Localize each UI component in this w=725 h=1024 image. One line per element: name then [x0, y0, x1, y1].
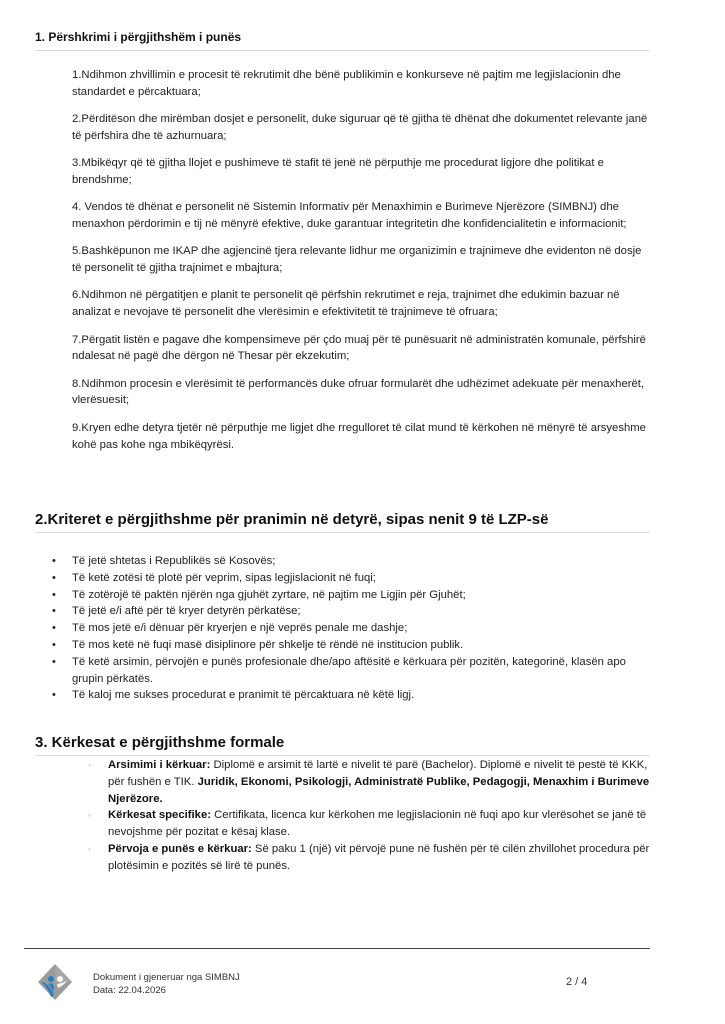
footer-divider: [24, 948, 650, 949]
duty-item: 1.Ndihmon zhvillimin e procesit të rekrutimit dhe bënë publikimin e konkurseve në pajtim me legjislacionin dhe standardet e përcaktuara;: [72, 69, 621, 98]
criteria-item: [52, 553, 652, 570]
requirement-label: Arsimimi i kërkuar:: [108, 759, 211, 771]
criteria-item: [52, 620, 652, 637]
hollow-bullet-icon: ◦: [88, 843, 92, 854]
criteria-item: [52, 603, 652, 620]
duty-item: 5.Bashkëpunon me IKAP dhe agjencinë tjera relevante lidhur me organizimin e trajnimeve dhe evidenton në dosje të personelit të gjitha trajnimet e mbajtura;: [72, 245, 642, 275]
criteria-text: Të mos jetë e/i dënuar për kryerjen e një veprës penale me dashje;: [72, 622, 408, 635]
duty-item: 7.Përgatit listën e pagave dhe kompensimeve për çdo muaj për të punësuarit në administratën komunale, përfshirë ndalesat në pagë dhe dërgon në Thesar për ekzekutim;: [72, 333, 646, 363]
bullet-icon: •: [52, 622, 56, 635]
duty-item: 4. Vendos të dhënat e personelit në Sistemin Informativ për Menaxhimin e Burimeve Njerëzore (SIMBNJ) dhe menaxhon përdorimin e tij në mënyrë efektive, duke garantuar integritetin dhe konfidencialitetin e informacionit;: [72, 201, 627, 231]
duty-item: 3.Mbikëqyr që të gjitha llojet e pushimeve të stafit të jenë në përputhje me procedurat ligjore dhe politikat e brendshme;: [72, 157, 604, 186]
requirement-item: [88, 807, 650, 841]
requirement-text: Së paku 1 (një) vit përvojë pune në fushën për të cilën zhvillohet procedura për plotësimin e pozitës së lirë të punës.: [108, 842, 650, 872]
section-3-heading: 3. Kërkesat e përgjithshme formale: [35, 734, 650, 756]
criteria-text: Të jetë e/i aftë për të kryer detyrën përkatëse;: [72, 605, 301, 618]
duty-item: 8.Ndihmon procesin e vlerësimit të performancës duke ofruar formularët dhe udhëzimet adekuate për menaxherët, vlerësuesit;: [72, 377, 645, 407]
requirement-label: Përvoja e punës e kërkuar:: [108, 842, 252, 855]
bullet-icon: •: [52, 571, 56, 584]
criteria-item: [52, 687, 652, 704]
simbnj-logo-icon: [36, 962, 74, 1002]
criteria-item: [52, 654, 652, 688]
requirement-item: [88, 757, 650, 807]
generated-by-text: Dokument i gjeneruar nga SIMBNJ: [93, 972, 240, 983]
bullet-icon: •: [52, 638, 56, 651]
criteria-text: Të kaloj me sukses procedurat e pranimit të përcaktuara në këtë ligj.: [72, 689, 415, 702]
criteria-item: [52, 587, 652, 604]
footer-info: [93, 971, 240, 997]
requirement-label: Kërkesat specifike:: [108, 809, 211, 822]
formal-requirements-list: [88, 757, 650, 875]
bullet-icon: •: [52, 605, 56, 618]
section-2-heading: 2.Kriteret e përgjithshme për pranimin në detyrë, sipas nenit 9 të LZP-së: [35, 511, 650, 533]
section-1-heading: 1. Përshkrimi i përgjithshëm i punës: [35, 30, 650, 51]
criteria-text: Të jetë shtetas i Republikës së Kosovës;: [72, 555, 276, 567]
criteria-text: Të ketë arsimin, përvojën e punës profesionale dhe/apo aftësitë e kërkuara për pozitën, kategorinë, klasën apo grupin përkatës.: [72, 655, 626, 685]
criteria-item: [52, 637, 652, 654]
requirement-text: Diplomë e arsimit të lartë e nivelit të parë (Bachelor). Diplomë e nivelit të pestë të KKK, për fushën e TIK.: [108, 759, 648, 788]
criteria-item: [52, 570, 652, 587]
requirement-text: Certifikata, licenca kur kërkohen me legjislacionin në fuqi apo kur vlerësohet se janë të nevojshme për pozitat e kësaj klase.: [108, 809, 647, 839]
hollow-bullet-icon: ◦: [88, 760, 92, 770]
criteria-text: Të ketë zotësi të plotë për veprim, sipas legjislacionit në fuqi;: [72, 571, 376, 584]
duty-item: 6.Ndihmon në përgatitjen e planit te personelit që përfshin rekrutimet e reja, trajnimet dhe edukimin bazuar në analizat e nevojave të personelit dhe vlerësimin e efektivitetit të trajnimeve të ofruara;: [72, 289, 620, 319]
bullet-icon: •: [52, 588, 56, 601]
duty-item: 2.Përditëson dhe mirëmban dosjet e personelit, duke siguruar që të gjitha të dhënat dhe dokumentet relevante janë të përfshira dhe të azhurnuara;: [72, 113, 648, 142]
duty-item: 9.Kryen edhe detyra tjetër në përputhje me ligjet dhe rregulloret të cilat mund të kërkohen në mënyrë të arsyeshme kohë pas kohe nga mbikëqyrësi.: [72, 421, 646, 451]
admission-criteria-list: [52, 553, 652, 704]
job-duties-list: [72, 67, 652, 464]
document-date: Data: 22.04.2026: [93, 985, 166, 996]
bullet-icon: •: [52, 655, 56, 668]
requirement-fields: Juridik, Ekonomi, Psikologji, Administratë Publike, Pedagogji, Menaxhim i Burimeve Njerëzore.: [108, 775, 650, 805]
criteria-text: Të mos ketë në fuqi masë disiplinore për shkelje të rëndë në institucion publik.: [72, 638, 464, 651]
requirement-item: [88, 841, 650, 875]
page-number: 2 / 4: [566, 976, 588, 988]
bullet-icon: •: [52, 555, 56, 567]
criteria-text: Të zotërojë të paktën njërën nga gjuhët zyrtare, në pajtim me Ligjin për Gjuhët;: [72, 588, 466, 601]
hollow-bullet-icon: ◦: [88, 810, 92, 821]
bullet-icon: •: [52, 689, 56, 702]
